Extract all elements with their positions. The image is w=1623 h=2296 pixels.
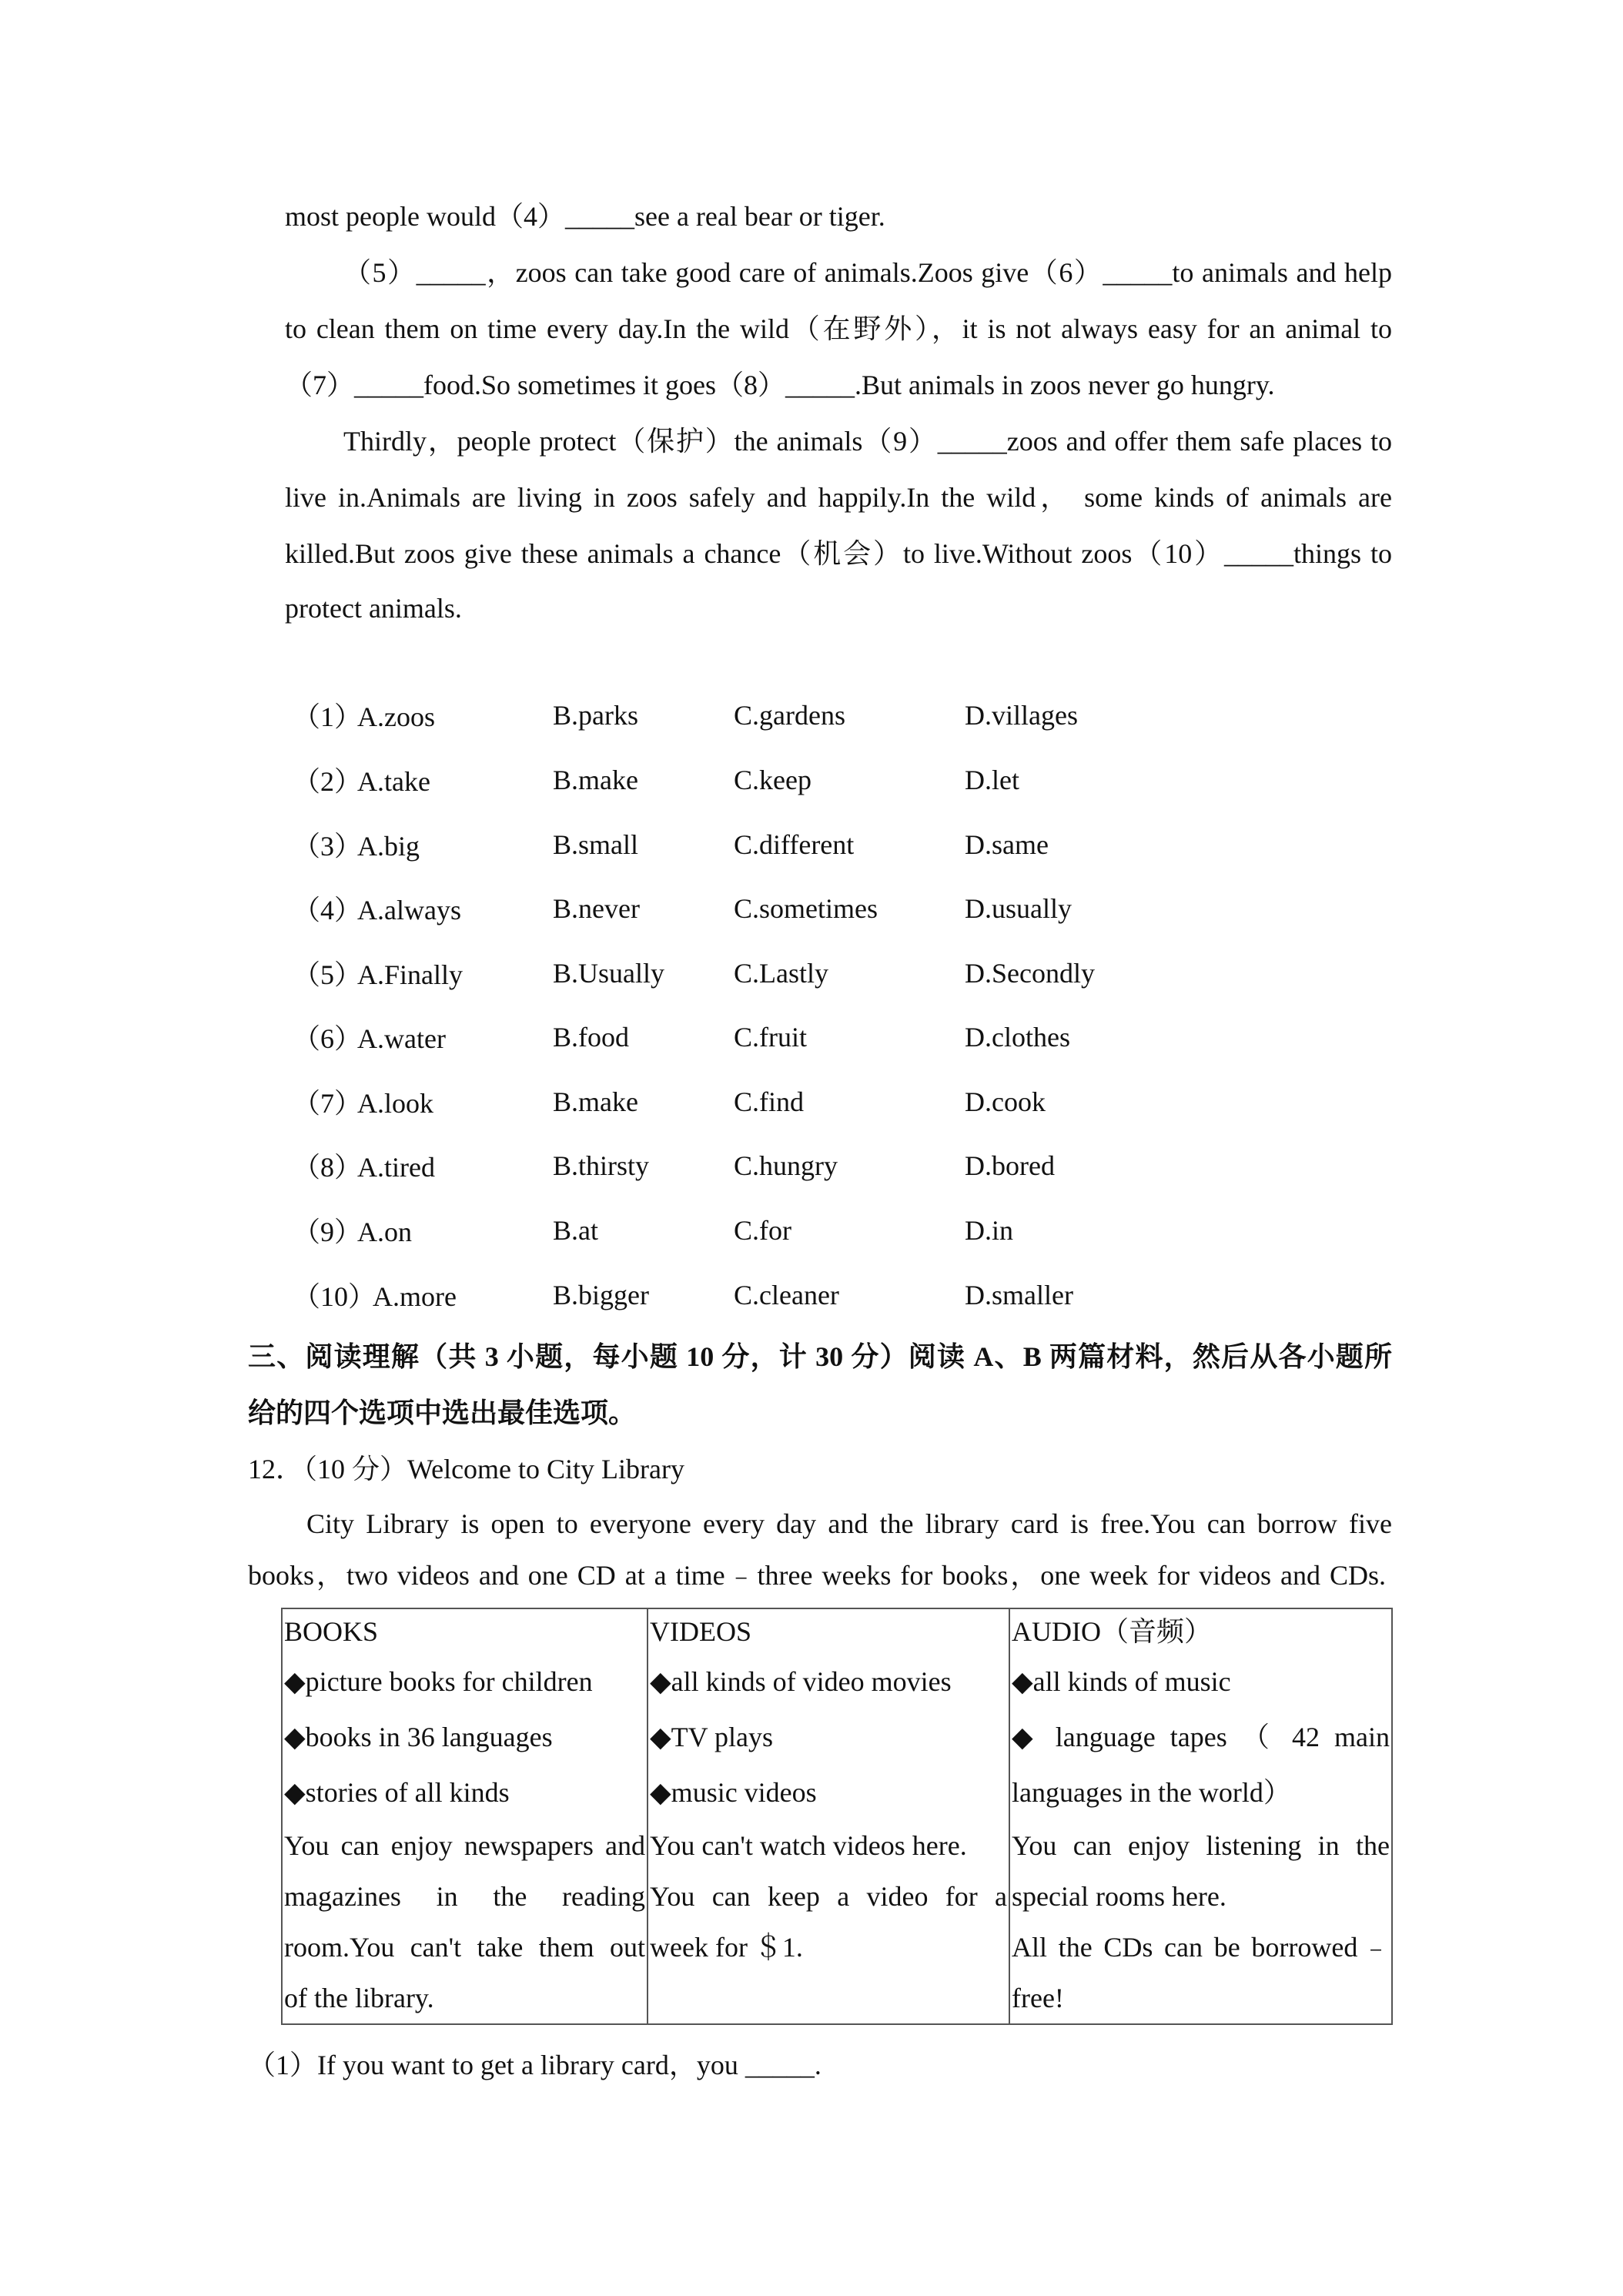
section-heading-line-1: 三、阅读理解（共 3 小题，每小题 10 分，计 30 分）阅读 A、B 两篇材料，然后从各小题所	[248, 1341, 1392, 1372]
option-d: D.same	[965, 829, 1049, 860]
option-b: B.never	[553, 893, 640, 924]
option-b: B.parks	[553, 700, 638, 731]
option-number: （5）	[293, 959, 363, 990]
audio-item: ◆all kinds of music	[1012, 1666, 1231, 1697]
audio-header: AUDIO（音频）	[1012, 1616, 1212, 1647]
videos-note-line: You can keep a video for a	[650, 1881, 1007, 1912]
option-d: D.cook	[965, 1086, 1046, 1117]
option-b: B.make	[553, 1086, 638, 1117]
section-heading-line-2: 给的四个选项中选出最佳选项。	[248, 1397, 637, 1428]
cloze-line-5: Thirdly，people protect（保护）the animals（9）_____zoos and offer them safe places to	[343, 426, 1392, 457]
intro-line-1: City Library is open to everyone every day and the library card is free.You can borrow five	[306, 1508, 1392, 1539]
cloze-line-2: （5）_____，zoos can take good care of animals.Zoos give（6）_____to animals and help	[343, 257, 1392, 288]
option-d: D.clothes	[965, 1022, 1070, 1053]
option-b: B.Usually	[553, 958, 665, 989]
question-1: （1）If you want to get a library card，you _____.	[248, 2050, 822, 2080]
option-b: B.small	[553, 829, 639, 860]
books-column	[282, 1608, 648, 2024]
option-b: B.at	[553, 1215, 598, 1246]
option-number: （9）	[293, 1217, 363, 1247]
option-a: A.zoos	[357, 701, 435, 732]
audio-note-line: You can enjoy listening in the	[1012, 1830, 1390, 1861]
videos-item: ◆all kinds of video movies	[650, 1666, 952, 1697]
option-a: A.always	[357, 895, 461, 925]
videos-header: VIDEOS	[650, 1616, 751, 1647]
option-a: A.Finally	[357, 959, 463, 990]
option-c: C.hungry	[734, 1150, 838, 1181]
option-d: D.bored	[965, 1150, 1055, 1181]
option-b: B.thirsty	[553, 1150, 650, 1181]
audio-note-line: free!	[1012, 1983, 1064, 2013]
cloze-line-3: to clean them on time every day.In the wild（在野外），it is not always easy for an animal to	[285, 313, 1392, 344]
library-table	[281, 1608, 1393, 2025]
option-c: C.fruit	[734, 1022, 807, 1053]
audio-column	[1009, 1608, 1392, 2024]
option-c: C.for	[734, 1215, 791, 1246]
option-number: （2）	[293, 766, 363, 797]
option-a: A.water	[357, 1023, 446, 1054]
option-number: （6）	[293, 1023, 363, 1054]
books-item: ◆stories of all kinds	[284, 1777, 510, 1808]
option-b: B.bigger	[553, 1280, 649, 1310]
videos-note-line: week for ＄1.	[650, 1932, 803, 1963]
option-number: （8）	[293, 1152, 363, 1183]
option-c: C.find	[734, 1086, 805, 1117]
books-note-line: magazines in the reading	[284, 1881, 645, 1912]
cloze-line-7: killed.But zoos give these animals a chance（机会）to live.Without zoos（10）_____things to	[285, 538, 1392, 569]
option-c: C.gardens	[734, 700, 845, 731]
option-c: C.cleaner	[734, 1280, 839, 1310]
option-d: D.Secondly	[965, 958, 1095, 989]
option-a: A.on	[357, 1217, 412, 1247]
option-d: D.in	[965, 1215, 1013, 1246]
audio-tapes-line: languages in the world）	[1012, 1777, 1291, 1808]
option-a: A.take	[357, 766, 430, 797]
audio-tapes-line: ◆ language tapes （ 42 main	[1012, 1722, 1390, 1752]
videos-column	[648, 1608, 1009, 2024]
option-number: （3）	[293, 831, 363, 862]
videos-item: ◆TV plays	[650, 1722, 774, 1752]
option-b: B.make	[553, 765, 638, 795]
audio-note-line: special rooms here.	[1012, 1881, 1226, 1912]
option-a: A.more	[373, 1281, 457, 1312]
cloze-line-1: most people would（4）_____see a real bear or tiger.	[285, 201, 885, 232]
books-note-line: You can enjoy newspapers and	[284, 1830, 645, 1861]
question-title: 12．（10 分）Welcome to City Library	[248, 1454, 685, 1484]
option-b: B.food	[553, 1022, 629, 1053]
books-note-line: room.You can't take them out	[284, 1932, 645, 1963]
option-d: D.let	[965, 765, 1019, 795]
books-header: BOOKS	[284, 1616, 379, 1647]
option-d: D.usually	[965, 893, 1072, 924]
option-c: C.sometimes	[734, 893, 878, 924]
cloze-line-4: （7）_____food.So sometimes it goes（8）_____.But animals in zoos never go hungry.	[285, 370, 1275, 400]
videos-item: ◆music videos	[650, 1777, 817, 1808]
option-d: D.smaller	[965, 1280, 1073, 1310]
option-a: A.big	[357, 831, 420, 862]
option-number: （4）	[293, 895, 363, 925]
option-a: A.look	[357, 1088, 433, 1119]
option-a: A.tired	[357, 1152, 435, 1183]
cloze-line-8: protect animals.	[285, 593, 462, 624]
cloze-line-6: live in.Animals are living in zoos safely and happily.In the wild， some kinds of animals are	[285, 482, 1392, 513]
option-number: （1）	[293, 701, 363, 732]
option-c: C.different	[734, 829, 855, 860]
option-c: C.Lastly	[734, 958, 828, 989]
audio-note-line: All the CDs can be borrowed﹣	[1012, 1932, 1390, 1963]
intro-line-2: books，two videos and one CD at a time﹣three weeks for books，one week for videos and CDs.	[248, 1560, 1386, 1591]
option-d: D.villages	[965, 700, 1078, 731]
option-number: （10）	[293, 1281, 376, 1312]
option-number: （7）	[293, 1088, 363, 1119]
books-item: ◆books in 36 languages	[284, 1722, 553, 1752]
books-item: ◆picture books for children	[284, 1666, 593, 1697]
videos-note-line: You can't watch videos here.	[650, 1830, 967, 1861]
option-c: C.keep	[734, 765, 812, 795]
books-note-line: of the library.	[284, 1983, 434, 2013]
